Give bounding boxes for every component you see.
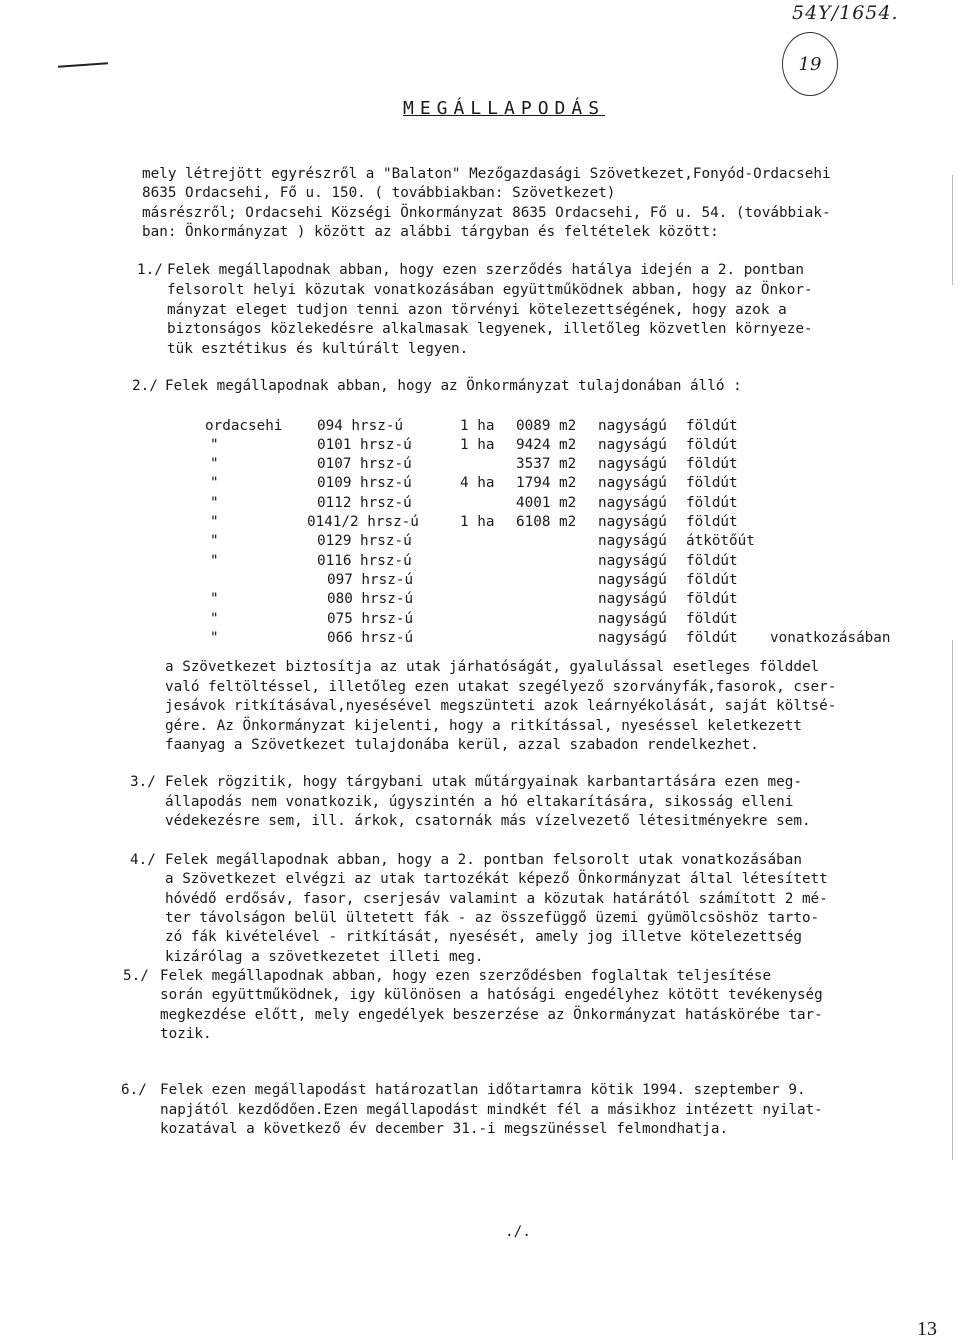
paragraph-4-line: kizárólag a szövetkezetet illeti meg. bbox=[165, 949, 484, 965]
parcel-place: " bbox=[210, 495, 219, 511]
parcel-type: földút bbox=[686, 514, 738, 530]
parcel-size: nagyságú bbox=[598, 611, 667, 627]
parcel-place: " bbox=[210, 611, 219, 627]
parcel-place: " bbox=[210, 437, 219, 453]
intro-line-1: mely létrejött egyrészről a "Balaton" Mezőgazdasági Szövetkezet,Fonyód-Ordacsehi bbox=[142, 166, 831, 182]
parcel-place: " bbox=[210, 630, 219, 646]
parcel-hectare: 1 ha bbox=[460, 514, 495, 530]
handwritten-reference: 54Y/1654. bbox=[792, 2, 899, 24]
document-title: MEGÁLLAPODÁS bbox=[403, 98, 606, 119]
parcel-hrsz: 0101 hrsz-ú bbox=[317, 437, 412, 453]
parcel-hrsz: 0116 hrsz-ú bbox=[317, 553, 412, 569]
paragraph-5-line: során együttműködnek, igy különösen a hatósági engedélyhez kötött tevékenység bbox=[160, 987, 823, 1003]
parcel-size: nagyságú bbox=[598, 437, 667, 453]
parcel-hectare: 1 ha bbox=[460, 437, 495, 453]
page-number: 13 bbox=[917, 1318, 937, 1340]
parcel-type: földút bbox=[686, 591, 738, 607]
parcel-hectare: 1 ha bbox=[460, 418, 495, 434]
parcel-size: nagyságú bbox=[598, 533, 667, 549]
parcel-hrsz: 094 hrsz-ú bbox=[317, 418, 404, 434]
parcel-size: nagyságú bbox=[598, 553, 667, 569]
paragraph-3-line: Felek rögzitik, hogy tárgybani utak műtárgyainak karbantartására ezen meg- bbox=[165, 774, 802, 790]
parcel-place: " bbox=[210, 475, 219, 491]
paragraph-1-line: felsorolt helyi közutak vonatkozásában együttműködnek abban, hogy az Önkor- bbox=[167, 282, 813, 298]
paragraph-4-line: zó fák kivételével - ritkítását, nyesését, amely jog illetve kötelezettség bbox=[165, 929, 802, 945]
paragraph-2-cont-line: faanyag a Szövetkezet tulajdonába kerül, azzal szabadon rendelkezhet. bbox=[165, 737, 759, 753]
parcel-place: ordacsehi bbox=[205, 418, 283, 434]
parcel-place: " bbox=[210, 553, 219, 569]
parcel-area: 9424 m2 bbox=[516, 437, 577, 453]
paragraph-2-number: 2./ bbox=[132, 378, 158, 394]
parcel-type: átkötőút bbox=[686, 533, 755, 549]
parcel-size: nagyságú bbox=[598, 630, 667, 646]
parcel-hrsz: 0109 hrsz-ú bbox=[317, 475, 412, 491]
paragraph-2-cont-line: jesávok ritkításával,nyesésével megszünteti azok leárnyékolását, saját költsé- bbox=[165, 698, 837, 714]
intro-line-3: másrészről; Ordacsehi Községi Önkormányzat 8635 Ordacsehi, Fő u. 54. (továbbiak- bbox=[142, 205, 831, 221]
paragraph-5-number: 5./ bbox=[123, 968, 149, 984]
parcel-place: " bbox=[210, 533, 219, 549]
continuation-mark: ./. bbox=[505, 1224, 531, 1240]
intro-line-2: 8635 Ordacsehi, Fő u. 150. ( továbbiakban: Szövetkezet) bbox=[142, 185, 616, 201]
parcel-hrsz: 0112 hrsz-ú bbox=[317, 495, 412, 511]
parcel-area: 1794 m2 bbox=[516, 475, 577, 491]
parcel-hrsz: 0129 hrsz-ú bbox=[317, 533, 412, 549]
paragraph-3-line: állapodás nem vonatkozik, úgyszintén a hó eltakarítására, sikosság elleni bbox=[165, 794, 794, 810]
parcel-type: földút bbox=[686, 572, 738, 588]
parcel-type: földút bbox=[686, 456, 738, 472]
parcel-type: földút bbox=[686, 437, 738, 453]
paragraph-6-number: 6./ bbox=[121, 1082, 147, 1098]
parcel-size: nagyságú bbox=[598, 495, 667, 511]
parcel-size: nagyságú bbox=[598, 475, 667, 491]
parcel-size: nagyságú bbox=[598, 514, 667, 530]
paragraph-4-line: a Szövetkezet elvégzi az utak tartozékát képező Önkormányzat által létesített bbox=[165, 871, 828, 887]
paragraph-6-line: kozatával a következő év december 31.-i megszünéssel felmondhatja. bbox=[160, 1121, 729, 1137]
paragraph-4-line: hóvédő erdősáv, fasor, cserjesáv valamint a közutak határától számított 2 mé- bbox=[165, 891, 828, 907]
scan-edge-line bbox=[952, 175, 953, 285]
parcel-area: 6108 m2 bbox=[516, 514, 577, 530]
parcel-type: földút bbox=[686, 418, 738, 434]
paragraph-1-line: biztonságos közlekedésre alkalmasak legyenek, illetőleg közvetlen környeze- bbox=[167, 321, 813, 337]
parcel-type: földút bbox=[686, 611, 738, 627]
paragraph-6-line: napjától kezdődően.Ezen megállapodást mindkét fél a másikhoz intézett nyilat- bbox=[160, 1102, 823, 1118]
circled-page-marker bbox=[782, 32, 838, 96]
parcel-note: vonatkozásában bbox=[770, 630, 891, 646]
parcel-size: nagyságú bbox=[598, 456, 667, 472]
margin-pen-mark bbox=[58, 62, 108, 67]
paragraph-2-line: Felek megállapodnak abban, hogy az Önkormányzat tulajdonában álló : bbox=[165, 378, 742, 394]
parcel-hrsz: 097 hrsz-ú bbox=[327, 572, 414, 588]
paragraph-5-line: megkezdése előtt, mely engedélyek beszerzése az Önkormányzat hatáskörébe tar- bbox=[160, 1007, 823, 1023]
paragraph-2-cont-line: gére. Az Önkormányzat kijelenti, hogy a ritkítással, nyeséssel keletkezett bbox=[165, 718, 802, 734]
parcel-size: nagyságú bbox=[598, 418, 667, 434]
paragraph-2-cont-line: való feltöltéssel, illetőleg ezen utakat szegélyező szorványfák,fasorok, cser- bbox=[165, 679, 837, 695]
paragraph-1-line: Felek megállapodnak abban, hogy ezen szerződés hatálya idején a 2. pontban bbox=[167, 262, 804, 278]
parcel-hectare: 4 ha bbox=[460, 475, 495, 491]
parcel-type: földút bbox=[686, 553, 738, 569]
parcel-area: 0089 m2 bbox=[516, 418, 577, 434]
parcel-place: " bbox=[210, 514, 219, 530]
parcel-hrsz: 075 hrsz-ú bbox=[327, 611, 414, 627]
paragraph-3-line: védekezésre sem, ill. árkok, csatornák más vízelvezető létesitményekre sem. bbox=[165, 813, 811, 829]
intro-line-4: ban: Önkormányzat ) között az alábbi tárgyban és feltételek között: bbox=[142, 224, 719, 240]
parcel-hrsz: 0107 hrsz-ú bbox=[317, 456, 412, 472]
paragraph-4-number: 4./ bbox=[130, 852, 156, 868]
parcel-hrsz: 066 hrsz-ú bbox=[327, 630, 414, 646]
parcel-size: nagyságú bbox=[598, 591, 667, 607]
paragraph-1-line: tük esztétikus és kultúrált legyen. bbox=[167, 341, 469, 357]
paragraph-3-number: 3./ bbox=[130, 774, 156, 790]
paragraph-4-line: ter távolságon belül ültetett fák - az összefüggő üzemi gyümölcsöshöz tarto- bbox=[165, 910, 820, 926]
paragraph-1-number: 1./ bbox=[137, 262, 163, 278]
paragraph-6-line: Felek ezen megállapodást határozatlan időtartamra kötik 1994. szeptember 9. bbox=[160, 1082, 806, 1098]
parcel-type: földút bbox=[686, 495, 738, 511]
scan-edge-line bbox=[952, 640, 953, 1160]
parcel-type: földút bbox=[686, 475, 738, 491]
circled-number: 19 bbox=[798, 53, 822, 75]
parcel-place: " bbox=[210, 591, 219, 607]
paragraph-1-line: mányzat eleget tudjon tenni azon törvényi kötelezettségének, hogy azok a bbox=[167, 302, 787, 318]
parcel-place: " bbox=[210, 456, 219, 472]
parcel-area: 4001 m2 bbox=[516, 495, 577, 511]
parcel-hrsz: 0141/2 hrsz-ú bbox=[307, 514, 419, 530]
parcel-type: földút bbox=[686, 630, 738, 646]
parcel-size: nagyságú bbox=[598, 572, 667, 588]
paragraph-5-line: tozik. bbox=[160, 1026, 212, 1042]
paragraph-4-line: Felek megállapodnak abban, hogy a 2. pontban felsorolt utak vonatkozásában bbox=[165, 852, 802, 868]
paragraph-5-line: Felek megállapodnak abban, hogy ezen szerződésben foglaltak teljesítése bbox=[160, 968, 772, 984]
parcel-area: 3537 m2 bbox=[516, 456, 577, 472]
paragraph-2-cont-line: a Szövetkezet biztosítja az utak járhatóságát, gyalulással esetleges földdel bbox=[165, 659, 820, 675]
parcel-hrsz: 080 hrsz-ú bbox=[327, 591, 414, 607]
